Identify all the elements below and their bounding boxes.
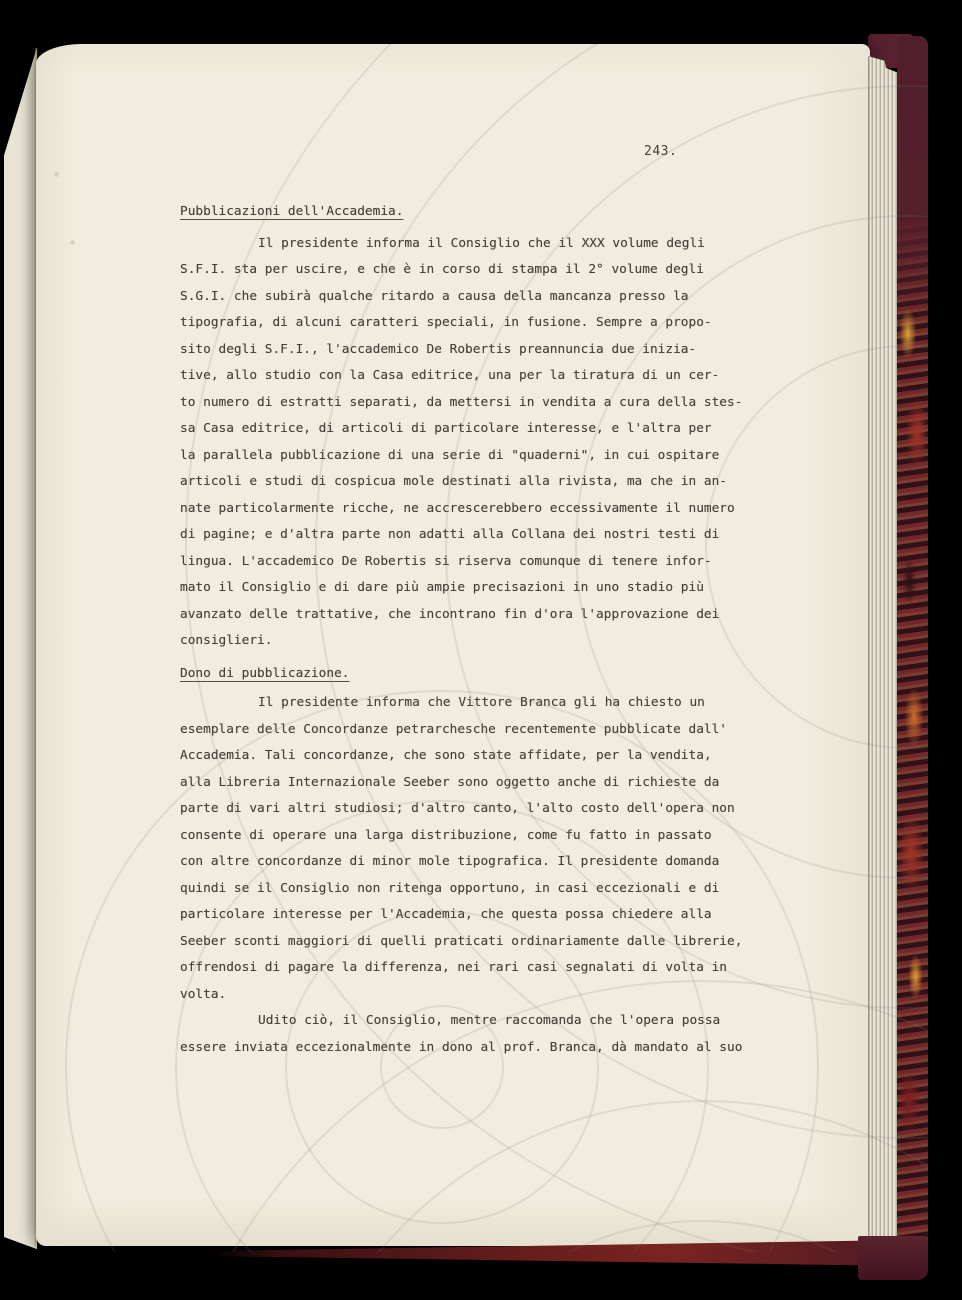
text-line: di pagine; e d'altra parte non adatti alla Collana dei nostri testi di bbox=[180, 527, 720, 542]
text-line: avanzato delle trattative, che incontrano fin d'ora l'approvazione dei bbox=[180, 606, 720, 622]
text-line: offrendosi di pagare la differenza, nei rari casi segnalati di volta in bbox=[180, 960, 728, 975]
document-page bbox=[36, 44, 870, 1246]
paragraph bbox=[180, 1008, 790, 1061]
text-line: to numero di estratti separati, da mettersi in vendita a cura della stes- bbox=[180, 394, 743, 410]
text-line: sito degli S.F.I., l'accademico De Robertis preannuncia due inizia- bbox=[180, 341, 697, 357]
text-line: nate particolarmente ricche, ne accrescerebbero eccessivamente il numero bbox=[180, 500, 735, 516]
text-line: Seeber sconti maggiori di quelli praticati ordinariamente dalle librerie, bbox=[180, 933, 743, 949]
text-line: S.G.I. che subirà qualche ritardo a causa della mancanza presso la bbox=[180, 288, 689, 304]
text-line: parte di vari altri studiosi; d'altro canto, l'alto costo dell'opera non bbox=[180, 801, 735, 816]
text-line: tipografia, di alcuni caratteri speciali, in fusione. Sempre a propo- bbox=[180, 315, 712, 330]
text-line: quindi se il Consiglio non ritenga opportuno, in casi eccezionali e di bbox=[180, 880, 720, 896]
section-heading-pubblicazioni: Pubblicazioni dell'Accademia. bbox=[180, 204, 404, 219]
page-stack-edge bbox=[868, 56, 898, 1248]
text-line: la parallela pubblicazione di una serie di "quaderni", in cui ospitare bbox=[180, 447, 720, 463]
text-line: Il presidente informa che Vittore Branca gli ha chiesto un bbox=[258, 695, 705, 710]
text-line: esemplare delle Concordanze petrarchesche recentemente pubblicate dall' bbox=[180, 721, 728, 737]
section-heading-dono: Dono di pubblicazione. bbox=[180, 665, 350, 681]
text-line: articoli e studi di cospicua mole destinati alla rivista, ma che in an- bbox=[180, 474, 728, 489]
text-line: particolare interesse per l'Accademia, che questa possa chiedere alla bbox=[180, 907, 712, 922]
typewritten-text bbox=[180, 199, 790, 1061]
paper-speck bbox=[70, 240, 75, 245]
text-line: mato il Consiglio e di dare più ampie precisazioni in uno stadio più bbox=[180, 580, 704, 595]
text-line: consente di operare una larga distribuzione, come fu fatto in passato bbox=[180, 827, 712, 843]
text-line: S.F.I. sta per uscire, e che è in corso di stampa il 2° volume degli bbox=[180, 262, 704, 277]
text-line: volta. bbox=[180, 986, 227, 1002]
text-line: Udito ciò, il Consiglio, mentre raccomanda che l'opera possa bbox=[258, 1013, 721, 1028]
text-line: con altre concordanze di minor mole tipografica. Il presidente domanda bbox=[180, 854, 720, 869]
cover-bottom-corner bbox=[858, 1236, 928, 1280]
text-line: lingua. L'accademico De Robertis si riserva comunque di tenere infor- bbox=[180, 553, 712, 569]
paragraph bbox=[180, 231, 790, 655]
marbled-cover-edge bbox=[897, 36, 928, 1274]
text-line: sa Casa editrice, di articoli di particolare interesse, e l'altra per bbox=[180, 421, 712, 436]
text-line: essere inviata eccezionalmente in dono al prof. Branca, dà mandato al suo bbox=[180, 1039, 743, 1055]
previous-page-edge bbox=[4, 40, 37, 1254]
text-line: Accademia. Tali concordanze, che sono state affidate, per la vendita, bbox=[180, 748, 712, 763]
page-number: 243. bbox=[644, 144, 678, 159]
paragraph bbox=[180, 690, 790, 1008]
text-line: Il presidente informa il Consiglio che il XXX volume degli bbox=[258, 235, 705, 251]
text-line: alla Libreria Internazionale Seeber sono oggetto anche di richieste da bbox=[180, 774, 720, 790]
text-line: tive, allo studio con la Casa editrice, una per la tiratura di un cer- bbox=[180, 368, 720, 383]
paper-speck bbox=[54, 172, 59, 177]
text-line: consiglieri. bbox=[180, 633, 273, 648]
